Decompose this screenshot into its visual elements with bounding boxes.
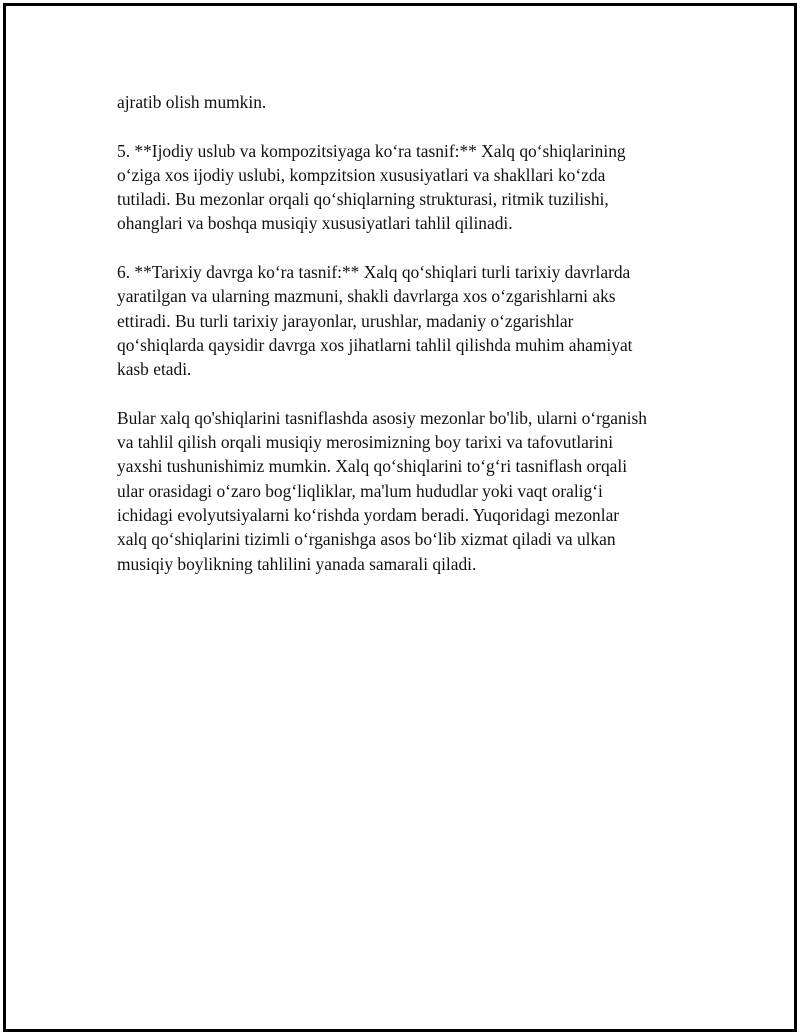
text-line: ular orasidagi o‘zaro bog‘liqliklar, ma'lum hududlar yoki vaqt oralig‘i xyxy=(117,480,603,501)
text-line: qo‘shiqlarda qaysidir davrga xos jihatlarni tahlil qilishda muhim ahamiyat xyxy=(117,334,633,355)
text-line: yaxshi tushunishimiz mumkin. Xalq qo‘shiqlarini to‘g‘ri tasniflash orqali xyxy=(117,456,628,477)
text-line: ajratib olish mumkin. xyxy=(117,92,267,112)
text-line: tutiladi. Bu mezonlar orqali qo‘shiqlarning strukturasi, ritmik tuzilishi, xyxy=(117,189,609,210)
text-line: 6. **Tarixiy davrga ko‘ra tasnif:** Xalq qo‘shiqlari turli tarixiy davrlarda xyxy=(117,262,631,283)
text-line: ohanglari va boshqa musiqiy xususiyatlari tahlil qilinadi. xyxy=(117,213,513,234)
paragraph-gap xyxy=(117,114,697,138)
text-line: Bular xalq qo'shiqlarini tasniflashda asosiy mezonlar bo'lib, ularni o‘rganish xyxy=(117,407,647,428)
text-line: yaratilgan va ularning mazmuni, shakli davrlarga xos o‘zgarishlarni aks xyxy=(117,286,616,307)
text-line: o‘ziga xos ijodiy uslubi, kompzitsion xususiyatlari va shakllari ko‘zda xyxy=(117,164,606,185)
paragraph-item-6 xyxy=(117,260,697,381)
paragraph-item-5 xyxy=(117,139,697,236)
text-line: xalq qo‘shiqlarini tizimli o‘rganishga asos bo‘lib xizmat qiladi va ulkan xyxy=(117,529,616,550)
text-line: va tahlil qilish orqali musiqiy merosimizning boy tarixi va tafovutlarini xyxy=(117,432,614,453)
text-line: kasb etadi. xyxy=(117,359,192,380)
text-line: 5. **Ijodiy uslub va kompozitsiyaga ko‘ra tasnif:** Xalq qo‘shiqlarining xyxy=(117,140,626,161)
text-line: ichidagi evolyutsiyalarni ko‘rishda yordam beradi. Yuqoridagi mezonlar xyxy=(117,505,620,526)
paragraph-conclusion xyxy=(117,406,697,576)
document-body xyxy=(117,90,697,576)
paragraph-gap xyxy=(117,382,697,406)
paragraph-continuation xyxy=(117,90,697,114)
text-line: musiqiy boylikning tahlilini yanada samarali qiladi. xyxy=(117,553,477,574)
paragraph-gap xyxy=(117,236,697,260)
text-line: ettiradi. Bu turli tarixiy jarayonlar, urushlar, madaniy o‘zgarishlar xyxy=(117,310,574,331)
